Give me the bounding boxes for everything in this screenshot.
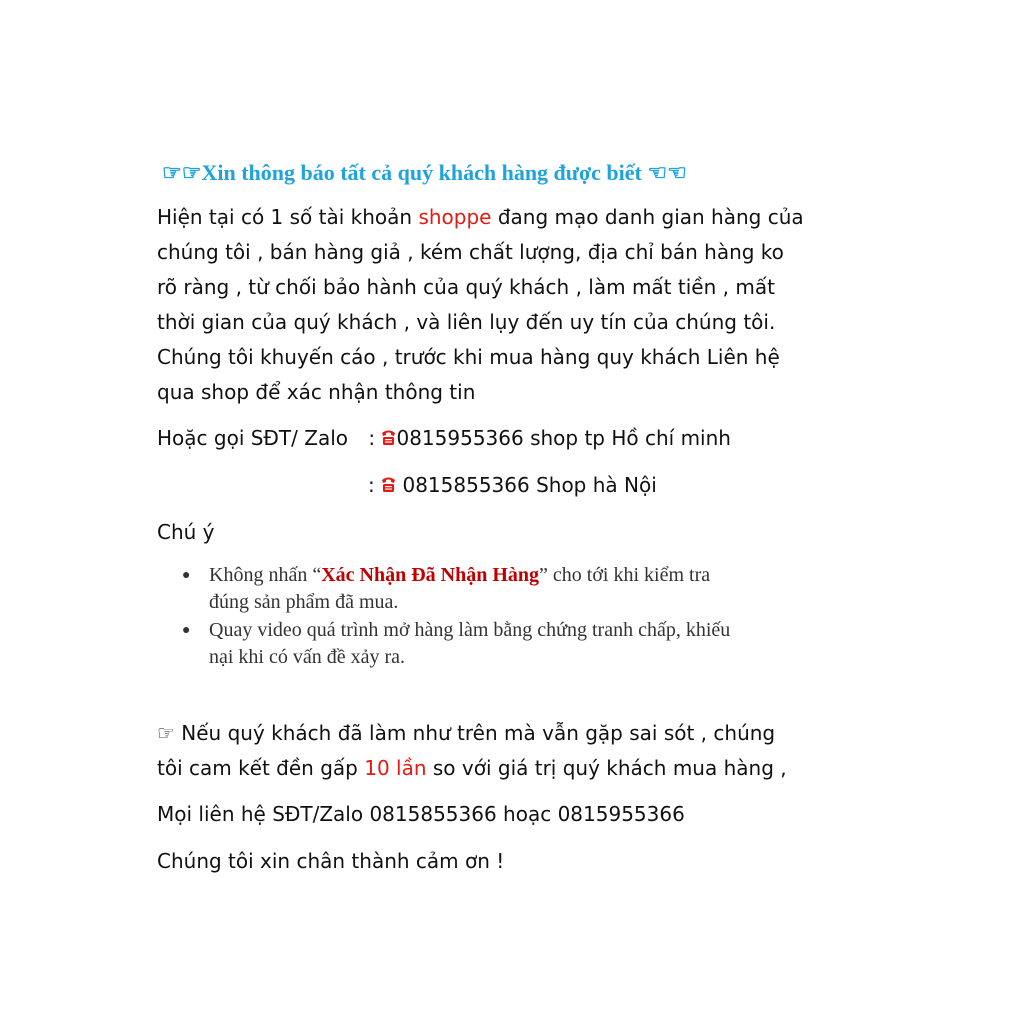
telephone-icon: [381, 429, 396, 446]
pointing-right-icon: ☞☞: [162, 160, 202, 185]
guarantee-line-1: [157, 718, 775, 748]
intro-line-6: qua shop để xác nhận thông tin: [157, 380, 476, 404]
intro-line-5: Chúng tôi khuyến cáo , trước khi mua hàng quy khách Liên hệ: [157, 345, 780, 369]
contact-colon: :: [368, 426, 376, 450]
guarantee-line-2: [157, 753, 787, 783]
bullet-icon: ●: [182, 568, 191, 583]
bullet-icon: ●: [182, 623, 191, 638]
guarantee-text: tôi cam kết đền gấp: [157, 756, 365, 780]
pointing-left-icon: ☜☜: [647, 160, 687, 185]
contact-line-1: [157, 423, 731, 453]
list-item: [182, 562, 730, 616]
notice-title: [162, 157, 687, 189]
ten-times-highlight: 10 lần: [364, 756, 427, 780]
intro-line-4: thời gian của quý khách , và liên lụy đến uy tín của chúng tôi.: [157, 310, 776, 334]
intro-line-1: [157, 200, 857, 235]
notice-title-text: Xin thông báo tất cả quý khách hàng được biết: [201, 160, 642, 185]
contact-label: Hoặc gọi SĐT/ Zalo: [157, 426, 348, 450]
intro-line-3: rõ ràng , từ chối bảo hành của quý khách , làm mất tiền , mất: [157, 275, 775, 299]
bullet-text: Không nhấn “: [209, 564, 322, 586]
guarantee-text: so với giá trị quý khách mua hàng ,: [426, 756, 787, 780]
bullet-text: Quay video quá trình mở hàng làm bằng chứng tranh chấp, khiếu: [209, 619, 731, 641]
telephone-icon: [381, 476, 396, 493]
contact-colon: :: [368, 473, 375, 497]
intro-line-2: chúng tôi , bán hàng giả , kém chất lượng, địa chỉ bán hàng ko: [157, 240, 784, 264]
intro-paragraph: [157, 200, 857, 410]
intro-text: đang mạo danh gian hàng của: [491, 205, 804, 229]
bullet-text: đúng sản phẩm đã mua.: [209, 591, 399, 613]
contact-all-line: Mọi liên hệ SĐT/Zalo 0815855366 hoạc 0815955366: [157, 802, 685, 826]
bullet-text: nại khi có vấn đề xảy ra.: [209, 646, 406, 668]
confirm-received-highlight: Xác Nhận Đã Nhận Hàng: [321, 564, 540, 586]
intro-text: Hiện tại có 1 số tài khoản: [157, 205, 419, 229]
phone-hcm: 0815955366 shop tp Hồ chí minh: [396, 426, 731, 450]
list-item: [182, 617, 730, 671]
pointing-right-icon: ☞: [157, 721, 175, 745]
bullet-text: ” cho tới khi kiểm tra: [539, 564, 711, 586]
note-label: Chú ý: [157, 520, 215, 544]
phone-hanoi: 0815855366 Shop hà Nội: [402, 473, 657, 497]
guarantee-text: Nếu quý khách đã làm như trên mà vẫn gặp sai sót , chúng: [174, 721, 776, 745]
shoppe-highlight: shoppe: [418, 205, 492, 229]
contact-line-2: [368, 470, 657, 500]
thanks-line: Chúng tôi xin chân thành cảm ơn !: [157, 849, 505, 873]
note-bullet-list: [182, 562, 730, 671]
